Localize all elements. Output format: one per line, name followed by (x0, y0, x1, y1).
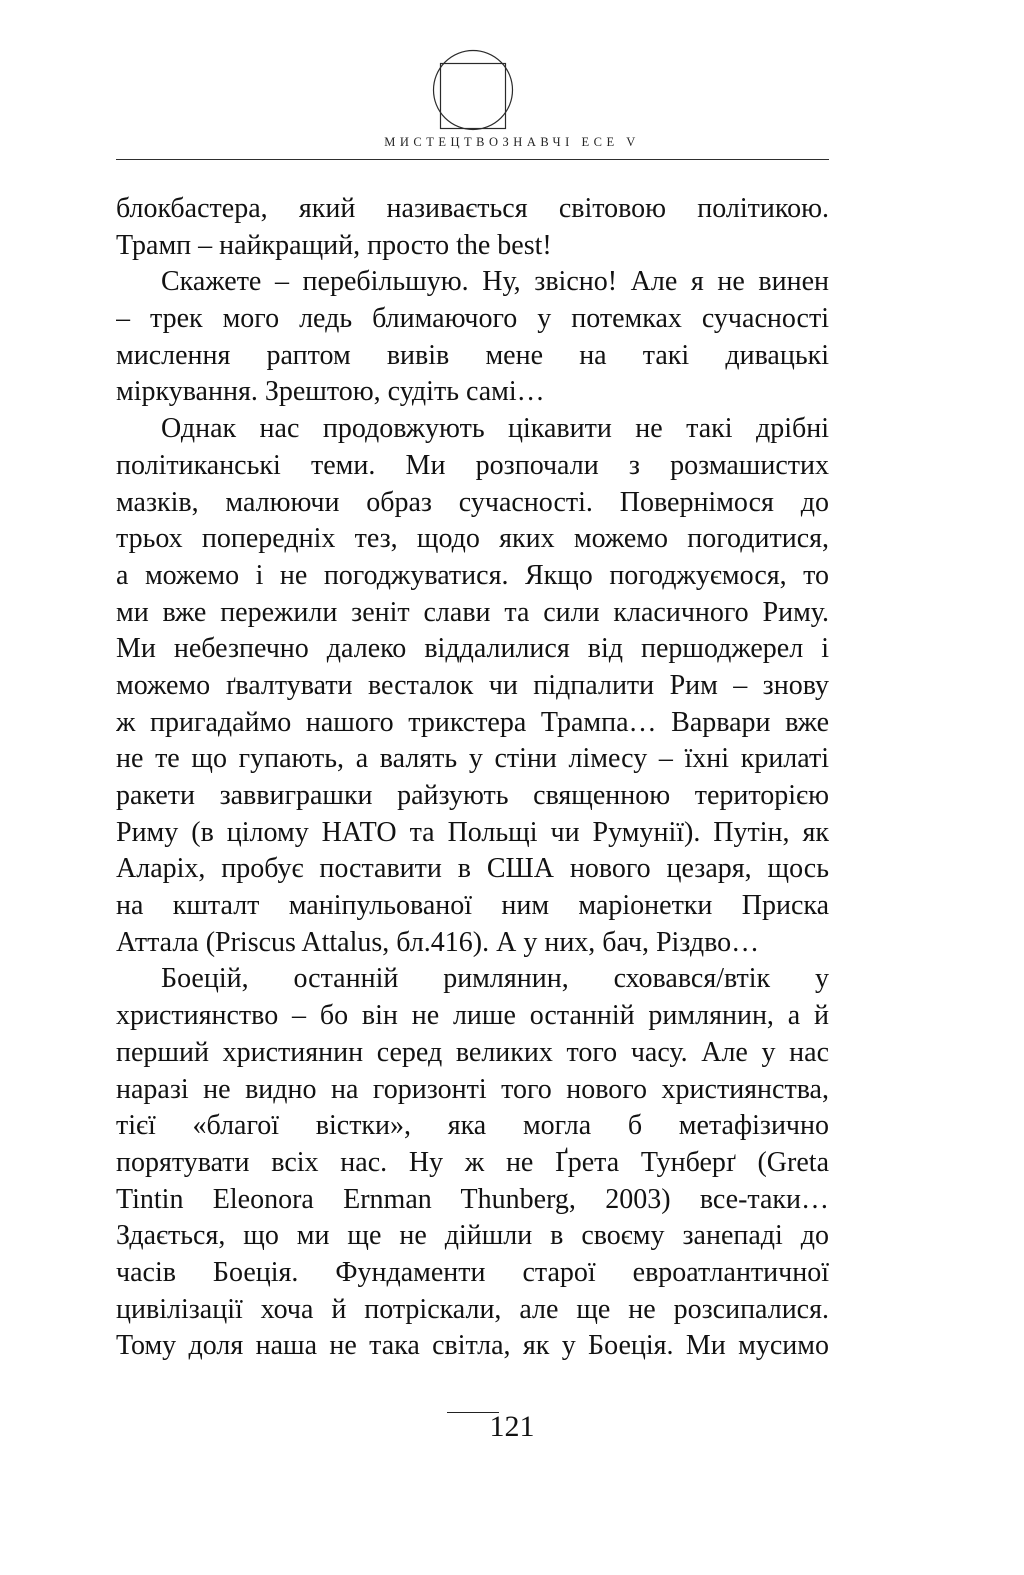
text-line: часів Боеція. Фундаменти старої евроатлантичної (116, 1256, 829, 1288)
text-line: Скажете – перебільшую. Ну, звісно! Але я не винен (161, 266, 829, 298)
text-line: Боецій, останній римлянин, сховався/втік у (161, 963, 829, 995)
text-line: міркування. Зрештою, судіть самі… (116, 376, 545, 408)
text-line: можемо ґвалтувати весталок чи підпалити Рим – знову (116, 669, 829, 701)
text-line: порятувати всіх нас. Ну ж не Ґрета Тунберґ (Greta (116, 1146, 829, 1178)
text-line: – трек мого ледь блимаючого у потемках сучасності (116, 303, 829, 335)
text-line: Tintin Eleonora Ernman Thunberg, 2003) все-таки… (116, 1183, 829, 1215)
text-line: мазків, малюючи образ сучасності. Повернімося до (116, 486, 829, 518)
text-line: Ми небезпечно далеко віддалилися від першоджерел і (116, 633, 829, 665)
text-line: тієї «благої вістки», яка могла б метафізично (116, 1110, 829, 1142)
text-line: перший християнин серед великих того часу. Але у нас (116, 1036, 829, 1068)
text-line: ж пригадаймо нашого трикстера Трампа… Варвари вже (116, 706, 829, 738)
text-line: політиканські теми. Ми розпочали з розмашистих (116, 449, 829, 481)
text-line: Аларіх, пробує поставити в США нового цезаря, щось (116, 853, 829, 885)
text-line: Тому доля наша не така світла, як у Боеція. Ми мусимо (116, 1330, 829, 1362)
page-body (116, 191, 829, 1365)
text-line: а можемо і не погоджуватися. Якщо погоджуємося, то (116, 559, 829, 591)
text-line: трьох попередніх тез, щодо яких можемо погодитися, (116, 523, 829, 555)
circle-square-icon (413, 47, 533, 137)
running-header-title: МИСТЕЦТВОЗНАВЧІ ЕСЕ V (384, 135, 640, 149)
text-line: Однак нас продовжують цікавити не такі дрібні (161, 413, 829, 445)
text-line: ми вже пережили зеніт слави та сили класичного Риму. (116, 596, 829, 628)
text-line: Риму (в цілому НАТО та Польщі чи Румунії). Путін, як (116, 816, 829, 848)
text-line: Аттала (Priscus Attalus, бл.416). А у них, бач, Різдво… (116, 926, 760, 958)
text-line: цивілізації хоча й потріскали, але ще не розсипалися. (116, 1293, 829, 1325)
text-line: ракети заввиграшки райзують священною територією (116, 780, 829, 811)
text-line: не те що гупають, а валять у стіни лімесу – їхні крилаті (116, 743, 829, 775)
text-line: наразі не видно на горизонті того нового християнства, (116, 1073, 829, 1105)
text-line: Здається, що ми ще не дійшли в своєму занепаді до (116, 1220, 829, 1252)
text-line: на кшталт маніпульованої ним маріонетки Приска (116, 890, 829, 922)
text-line: християнство – бо він не лише останній римлянин, а й (116, 1000, 829, 1032)
text-line: блокбастера, який називається світовою політикою. (116, 193, 829, 224)
text-line: мислення раптом вивів мене на такі дивацькі (116, 339, 829, 371)
text-line: Трамп – найкращий, просто the best! (116, 229, 552, 261)
page-number: 121 (489, 1410, 535, 1443)
header-rule (116, 159, 829, 160)
